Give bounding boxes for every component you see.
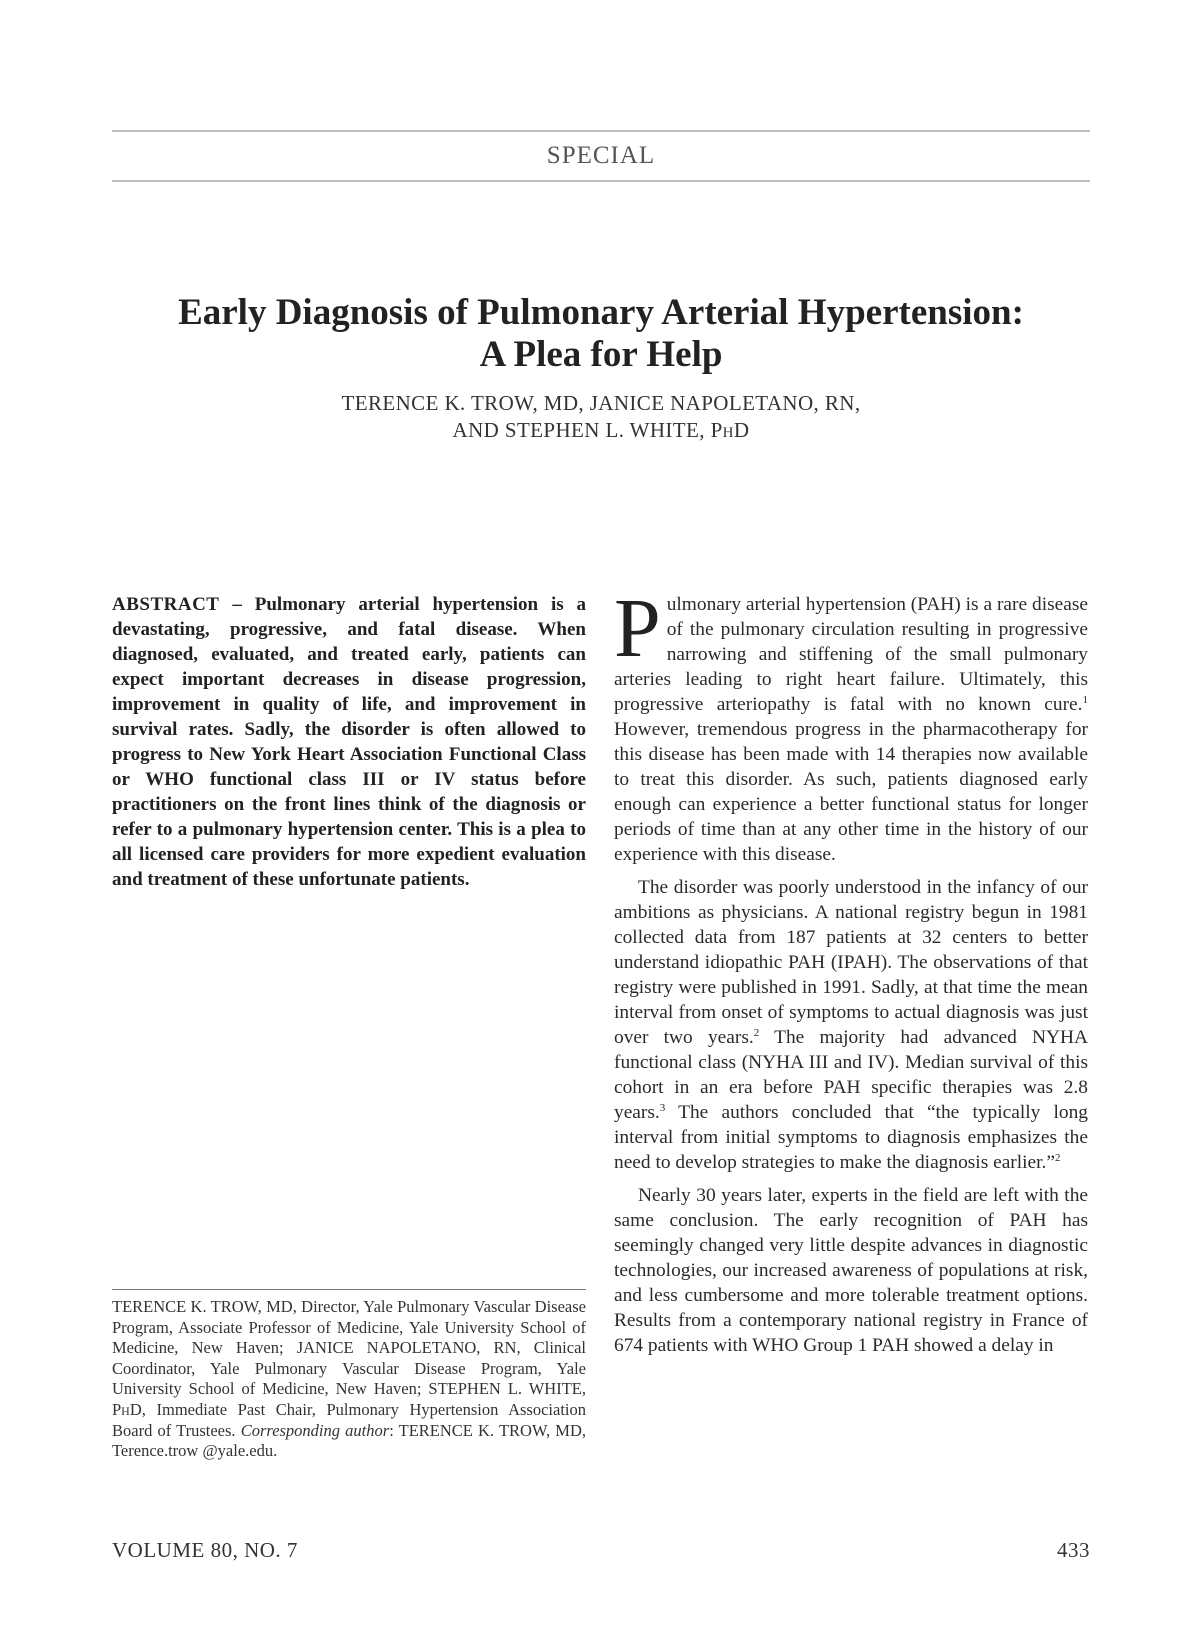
- author-affiliations: [112, 1289, 586, 1462]
- page-number: 433: [1057, 1538, 1090, 1562]
- abstract: [112, 592, 586, 892]
- drop-cap: P: [614, 582, 661, 675]
- affiliation-degree: PhD: [112, 1399, 142, 1419]
- authors: [112, 390, 1090, 444]
- title-block: [112, 292, 1090, 444]
- corresponding-author-text: : TERENCE K. TROW, MD, Terence.trow @yale.edu.: [112, 1420, 586, 1461]
- paragraph-2: [614, 875, 1088, 1175]
- volume-issue: VOLUME 80, NO. 7: [112, 1538, 298, 1562]
- paragraph-2-text: The disorder was poorly understood in the infancy of our ambitions as physicians. A national registry begun in 1981 collected data from 187 patients at 32 centers to better understand idiopathic PAH (IPAH). The observations of that registry were published in 1991. Sadly, at that time the mean interval from onset of symptoms to actual diagnosis was just over two years.: [614, 877, 1088, 1048]
- paragraph-3: Nearly 30 years later, experts in the field are left with the same conclusion. The early recognition of PAH has seemingly changed very little despite advances in diagnostic technologies, our increased awareness of populations at risk, and less cumbersome and more tolerable treatment options. Results from a contemporary national registry in France of 674 patients with WHO Group 1 PAH showed a delay in: [614, 1185, 1088, 1356]
- affiliation-text: TERENCE K. TROW, MD, Director, Yale Pulmonary Vascular Disease Program, Associate Professor of Medicine, Yale University School of Medicine, New Haven; JANICE NAPOLETANO, RN, Clinical Coordinator, Yale Pulmonary Vascular Disease Program, Yale University School of Medicine, New Haven; STEPHEN L. WHITE,: [112, 1297, 586, 1399]
- abstract-label: ABSTRACT: [112, 594, 220, 615]
- section-header: SPECIAL: [112, 130, 1090, 182]
- paragraph-1-text: ulmonary arterial hypertension (PAH) is a rare disease of the pulmonary circulation resulting in progressive narrowing and stiffening of the small pulmonary arteries leading to right heart failure. Ultimately, this progressive arteriopathy is fatal with no known cure.: [614, 594, 1088, 715]
- affiliation-text-2: , Immediate Past Chair, Pulmonary Hypertension Association Board of Trustees.: [112, 1399, 586, 1440]
- corresponding-author-label: Corresponding author: [240, 1420, 390, 1440]
- authors-line-2: [112, 417, 1090, 444]
- article-title: [112, 292, 1090, 376]
- left-column: [112, 592, 586, 892]
- authors-line-2-text: AND STEPHEN L. WHITE,: [452, 418, 711, 442]
- page-footer: [112, 1538, 1090, 1563]
- paragraph-1-text-cont: However, tremendous progress in the pharmacotherapy for this disease has been made with 14 therapies now available to treat this disorder. As such, patients diagnosed early enough can experience a better functional status for longer periods of time than at any other time in the history of our experience with this disease.: [614, 719, 1088, 865]
- reference-1: 1: [1082, 694, 1088, 706]
- reference-3: 3: [659, 1102, 666, 1114]
- paragraph-2-text-end: The authors concluded that “the typically long interval from initial symptoms to diagnosis emphasizes the need to develop strategies to make the diagnosis earlier.”: [614, 1102, 1088, 1173]
- author-degree: PhD: [710, 418, 750, 442]
- paragraph-1: [614, 582, 1088, 867]
- title-line-2: A Plea for Help: [479, 334, 723, 375]
- title-line-1: Early Diagnosis of Pulmonary Arterial Hypertension:: [178, 292, 1024, 333]
- right-column: [614, 582, 1089, 1358]
- authors-line-1: TERENCE K. TROW, MD, JANICE NAPOLETANO, RN,: [341, 391, 861, 415]
- paragraph-2-text-cont: The majority had advanced NYHA functional class (NYHA III and IV). Median survival of this cohort in an era before PAH specific therapies was 2.8 years.: [614, 1027, 1089, 1123]
- reference-4: 2: [1055, 1152, 1061, 1164]
- reference-2: 2: [753, 1027, 760, 1039]
- abstract-text: – Pulmonary arterial hypertension is a devastating, progressive, and fatal disease. When diagnosed, evaluated, and treated early, patients can expect important decreases in disease progression, improvement in quality of life, and improvement in survival rates. Sadly, the disorder is often allowed to progress to New York Heart Association Functional Class or WHO functional class III or IV status before practitioners on the front lines think of the diagnosis or refer to a pulmonary hypertension center. This is a plea to all licensed care providers for more expedient evaluation and treatment of these unfortunate patients.: [112, 594, 586, 890]
